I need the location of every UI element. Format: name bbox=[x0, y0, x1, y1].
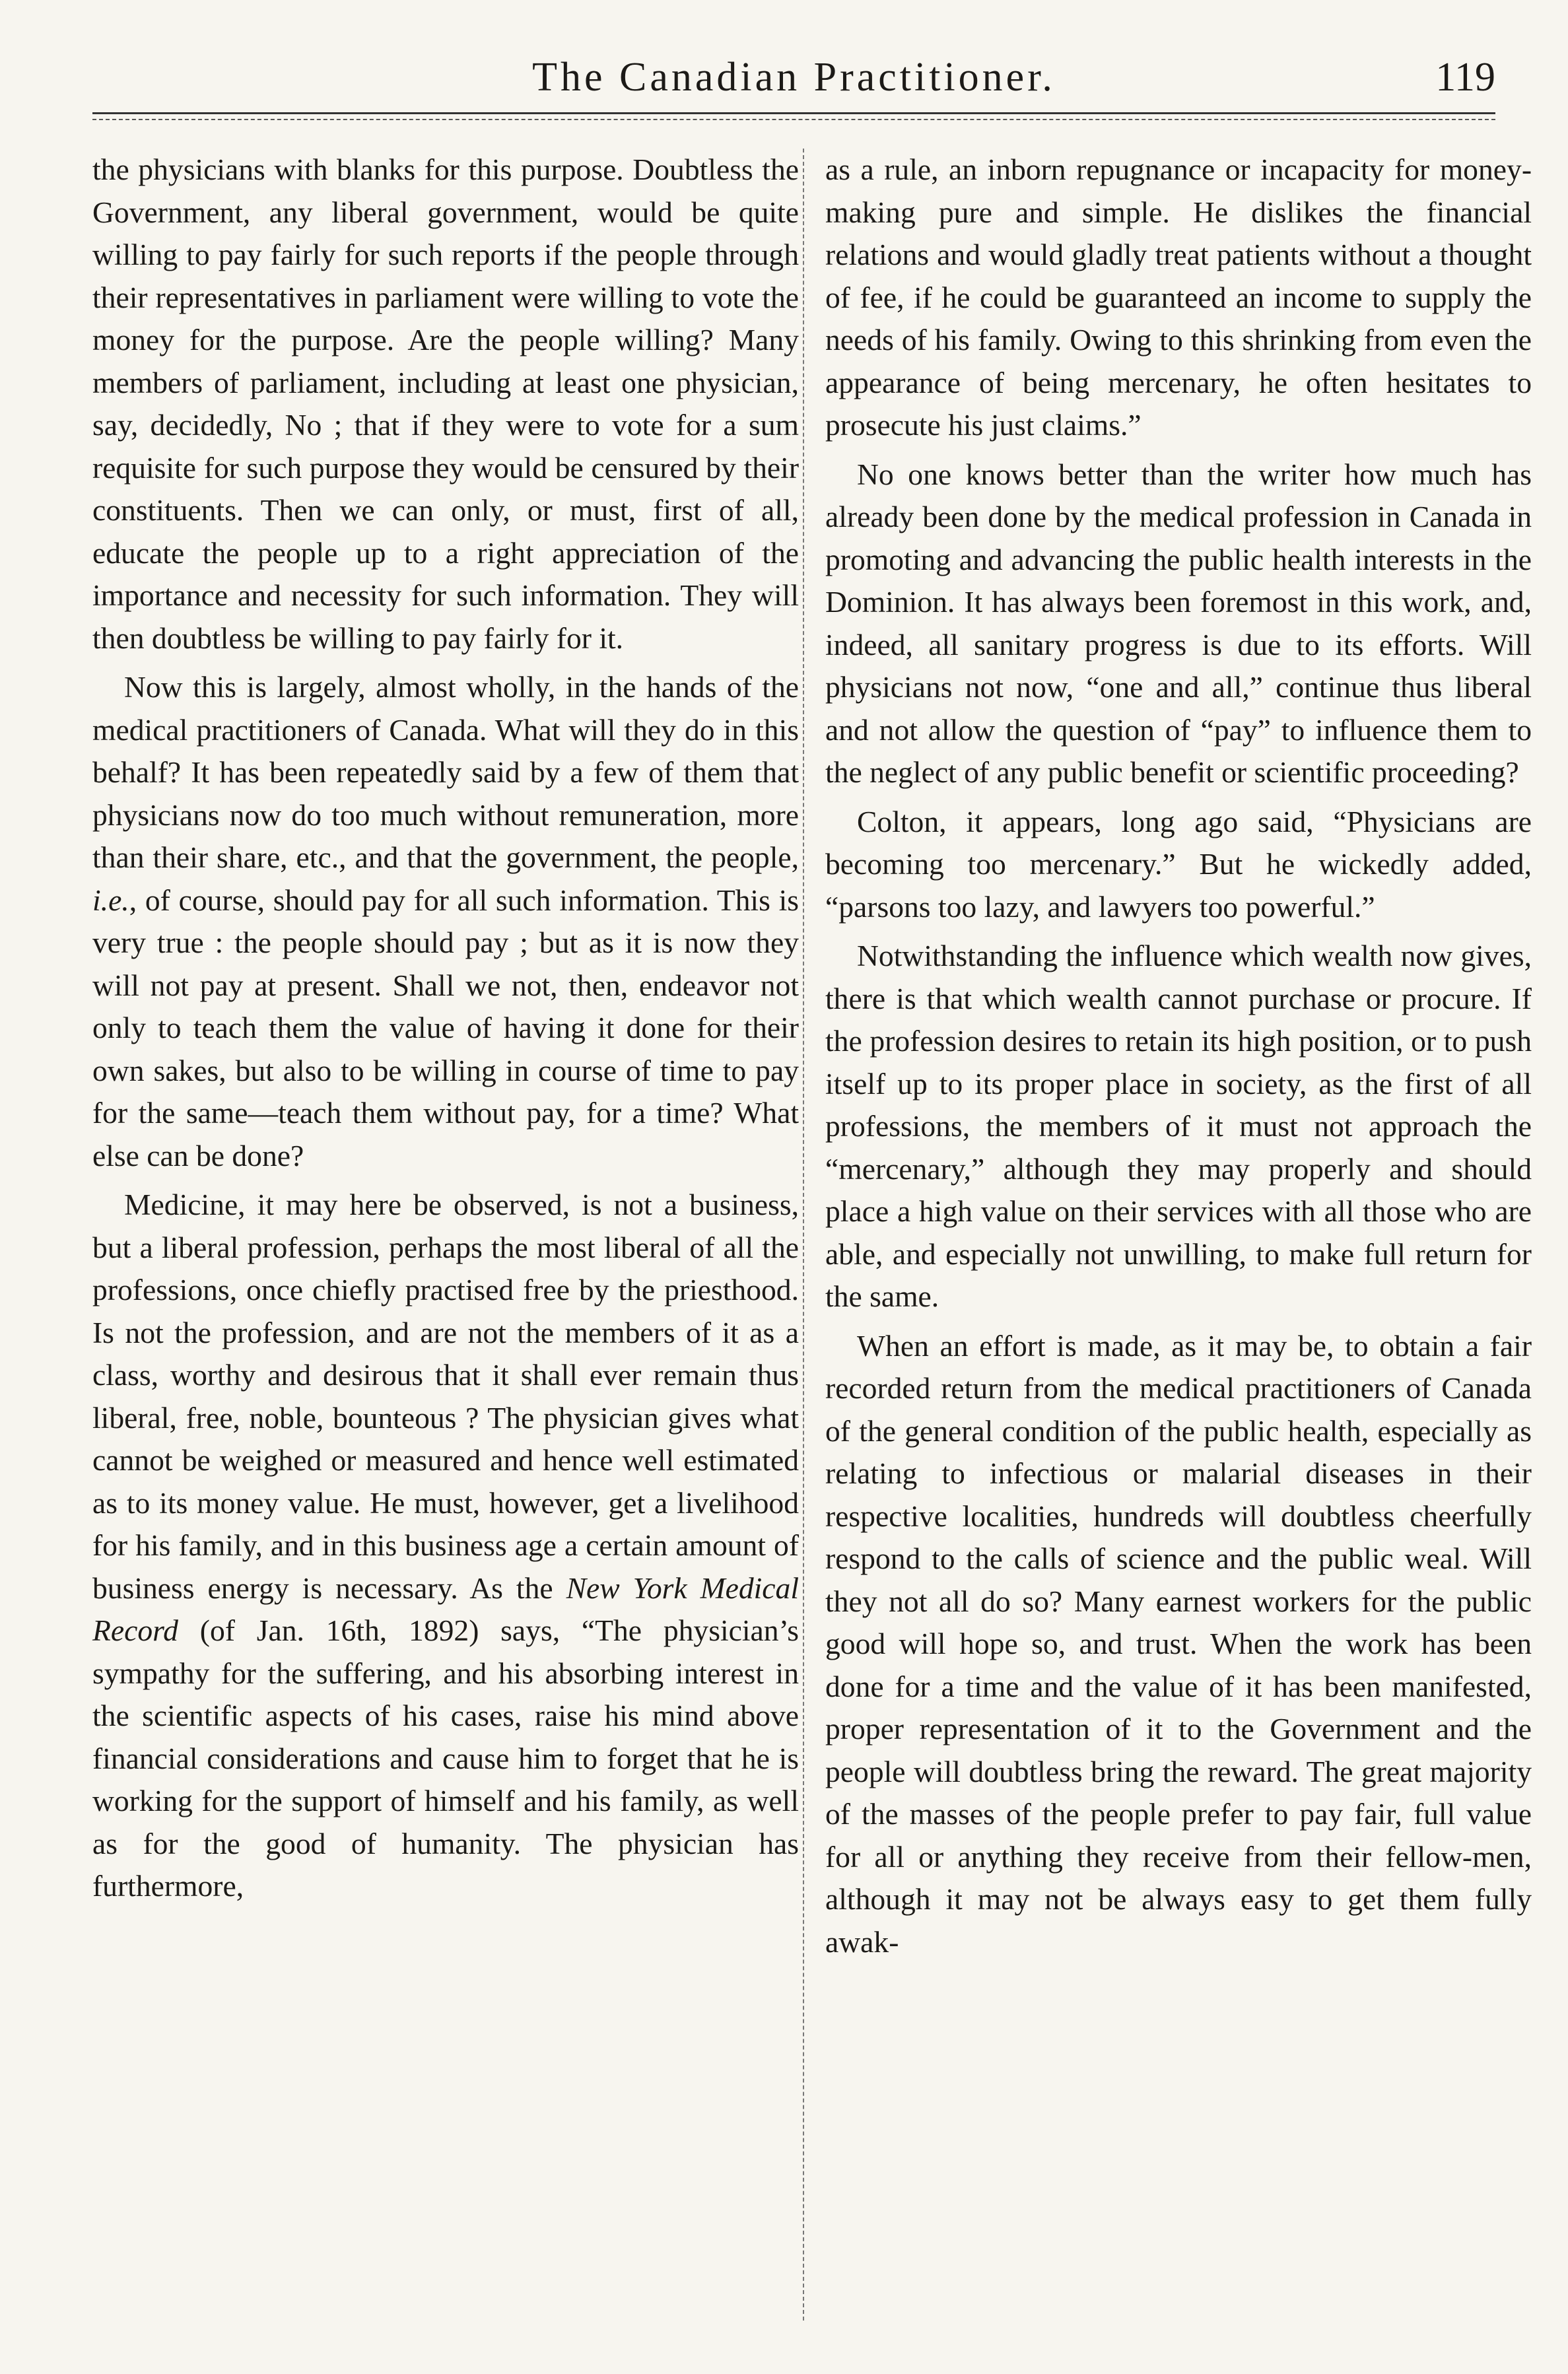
left-paragraph-2-rest: , of course, should pay for all such information. This is very true : the people should pay ; but as it is now they will not pay at present. Shall we not, then, endeavor not only to teach them the value of having it done for their own sakes, but also to be willing in course of time to pay for the same—teach them without pay, for a time? What else can be done? bbox=[92, 883, 799, 1172]
right-paragraph-5: When an effort is made, as it may be, to obtain a fair recorded return from the medical practitioners of Canada of the general condition of the public health, especially as relating to infectious or malarial diseases in their respective localities, hundreds will doubtless cheerfully respond to the calls of science and the public weal. Will they not all do so? Many earnest workers for the public good will hope so, and trust. When the work has been done for a time and the value of it has been manifested, proper representation of it to the Government and the people will doubtless bring the reward. The great majority of the masses of the people prefer to pay fair, full value for all or anything they receive from their fellow-men, although it may not be always easy to get them fully awak- bbox=[825, 1328, 1532, 1959]
left-paragraph-3-rest: (of Jan. 16th, 1892) says, “The physician’s sympathy for the suffering, and his absorbing interest in the scientific aspects of his cases, raise his mind above financial considerations and cause him to forget that he is working for the support of himself and his family, as well as for the good of humanity. The physician has furthermore, bbox=[92, 1613, 799, 1903]
left-paragraph-2 bbox=[92, 666, 799, 1177]
left-paragraph-1: the physicians with blanks for this purpose. Doubtless the Government, any liberal government, would be quite willing to pay fairly for such reports if the people through their representatives in parliament were willing to vote the money for the purpose. Are the people willing? Many members of parliament, including at least one physician, say, decidedly, No ; that if they were to vote for a sum requisite for such purpose they would be censured by their constituents. Then we can only, or must, first of all, educate the people up to a right appreciation of the importance and necessity for such information. They will then doubtless be willing to pay fairly for it. bbox=[92, 153, 799, 655]
right-paragraph-3: Colton, it appears, long ago said, “Physicians are becoming too mercenary.” But he wickedly added, “parsons too lazy, and lawyers too powerful.” bbox=[825, 804, 1532, 924]
left-paragraph-3 bbox=[92, 1184, 799, 1908]
left-paragraph-2-text: Now this is largely, almost wholly, in the hands of the medical practitioners of Canada. What will they do in this behalf? It has been repeatedly said by a few of them that physicians now do too much without remuneration, more than their share, etc., and that the government, the people, bbox=[92, 670, 799, 874]
header-rule-dashed bbox=[92, 119, 1495, 120]
page-number: 119 bbox=[1435, 55, 1495, 100]
right-paragraph-4: Notwithstanding the influence which wealth now gives, there is that which wealth cannot purchase or procure. If the profession desires to retain its high position, or to push itself up to its proper place in society, as the first of all professions, the members of it must not approach the “mercenary,” although they may properly and should place a high value on their services with all those who are able, and especially not unwilling, to make full return for the same. bbox=[825, 939, 1532, 1313]
running-head bbox=[92, 48, 1495, 107]
journal-citation: New York Medical Record bbox=[92, 1571, 799, 1647]
column-divider bbox=[803, 149, 804, 2321]
left-column bbox=[92, 149, 799, 1908]
journal-title: The Canadian Practitioner. bbox=[532, 55, 1056, 100]
ie-abbreviation: i.e. bbox=[92, 883, 129, 917]
right-paragraph-2: No one knows better than the writer how much has already been done by the medical profession in Canada in promoting and advancing the public health interests in the Dominion. It has always been foremost in this work, and, indeed, all sanitary progress is due to its efforts. Will physicians not now, “one and all,” continue thus liberal and not allow the question of “pay” to influence them to the neglect of any public benefit or scientific proceeding? bbox=[825, 457, 1532, 789]
left-paragraph-3-text: Medicine, it may here be observed, is not a business, but a liberal profession, perhaps the most liberal of all the professions, once chiefly practised free by the priesthood. Is not the profession, and are not the members of it as a class, worthy and desirous that it shall ever remain thus liberal, free, noble, bounteous ? The physician gives what cannot be weighed or measured and hence well estimated as to its money value. He must, however, get a livelihood for his family, and in this business age a certain amount of business energy is necessary. As the bbox=[92, 1188, 799, 1605]
right-column bbox=[825, 149, 1532, 1963]
right-paragraph-1: as a rule, an inborn repugnance or incapacity for money-making pure and simple. He dislikes the financial relations and would gladly treat patients without a thought of fee, if he could be guaranteed an income to supply the needs of his family. Owing to this shrinking from even the appearance of being mercenary, he often hesitates to prosecute his just claims.” bbox=[825, 153, 1532, 442]
header-rule bbox=[92, 112, 1495, 114]
